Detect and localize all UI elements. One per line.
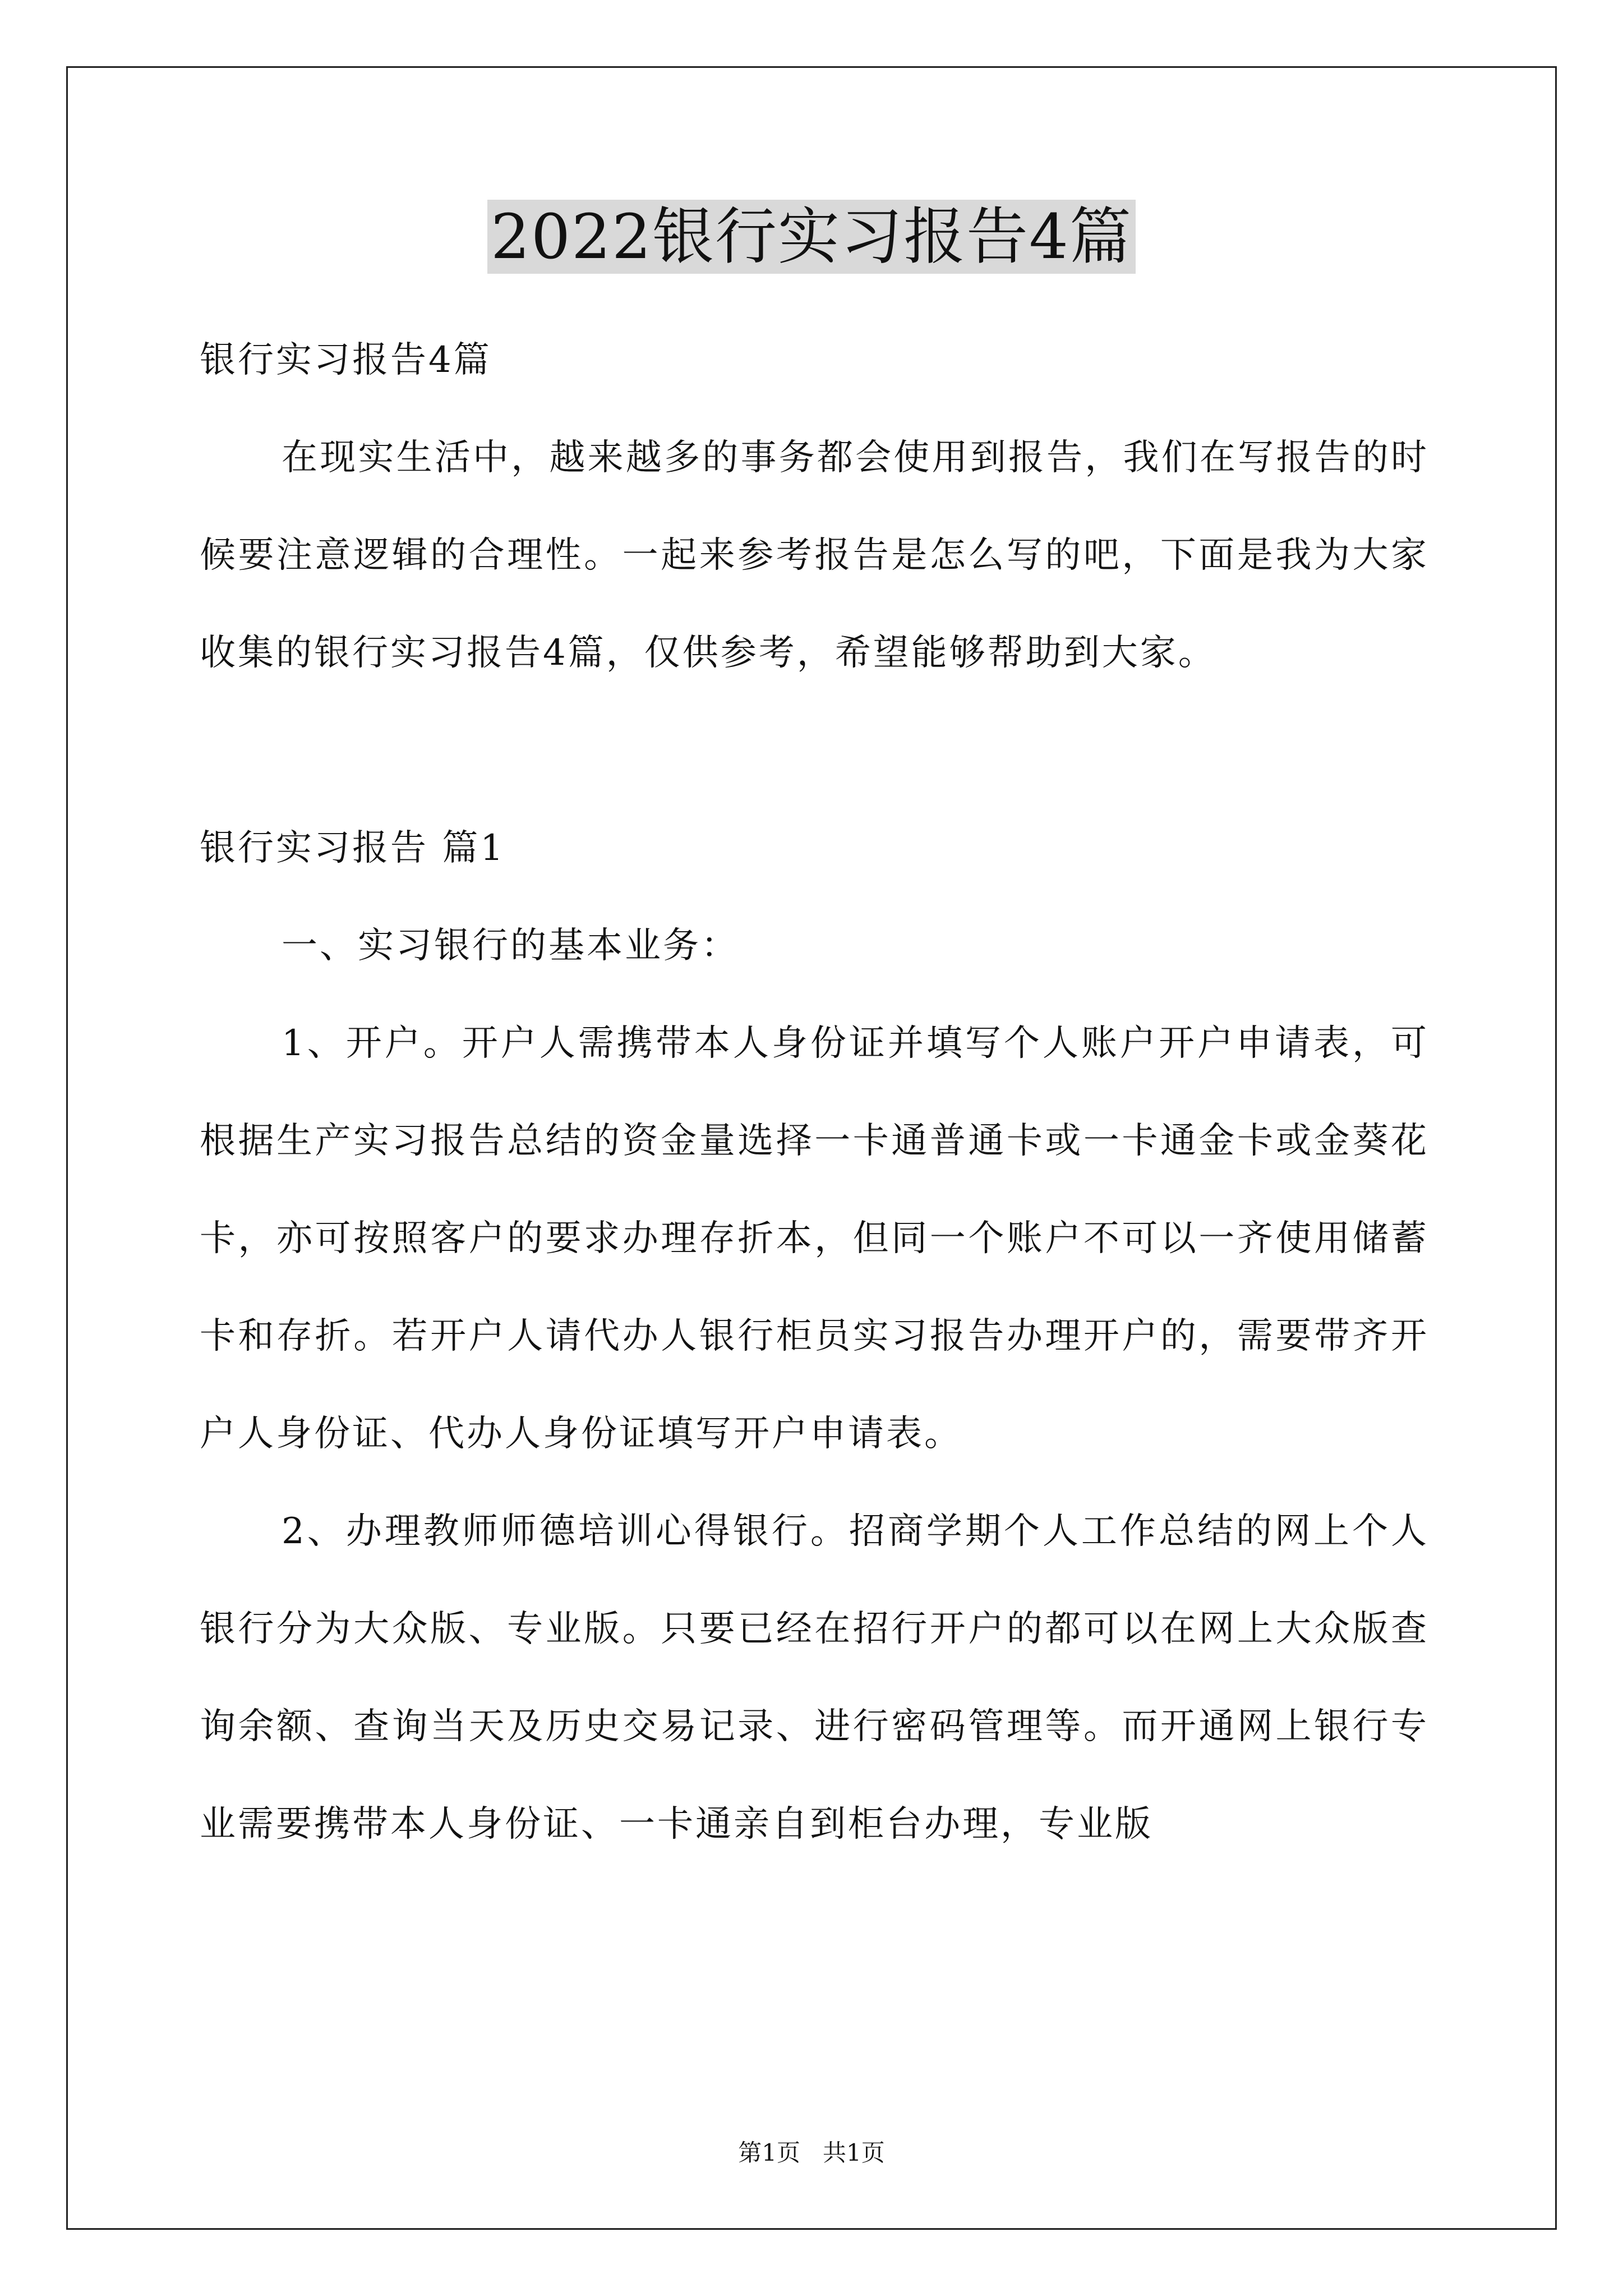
body-paragraph: 一、实习银行的基本业务： <box>282 925 739 967</box>
document-body <box>200 311 1429 1873</box>
body-paragraph: 2、办理教师师德培训心得银行。招商学期个人工作总结的网上个人银行分为大众版、专业版。只要已经在招行开户的都可以在网上大众版查询余额、查询当天及历史交易记录、进行密码管理等。而开通网上银行专业需要携带本人身份证、一卡通亲自到柜台办理，专业版 <box>200 1511 1429 1845</box>
document-title: 2022银行实习报告4篇 <box>487 200 1136 274</box>
body-paragraph: 1、开户。开户人需携带本人身份证并填写个人账户开户申请表，可根据生产实习报告总结的资金量选择一卡通普通卡或一卡通金卡或金葵花卡，亦可按照客户的要求办理存折本，但同一个账户不可以一齐使用储蓄卡和存折。若开户人请代办人银行柜员实习报告办理开户的，需要带齐开户人身份证、代办人身份证填写开户申请表。 <box>200 1023 1429 1455</box>
document-subtitle: 银行实习报告4篇 <box>200 339 492 381</box>
intro-paragraph: 在现实生活中，越来越多的事务都会使用到报告，我们在写报告的时候要注意逻辑的合理性。一起来参考报告是怎么写的吧，下面是我为大家收集的银行实习报告4篇，仅供参考，希望能够帮助到大家。 <box>200 437 1429 674</box>
title-area <box>0 200 1623 274</box>
section-heading: 银行实习报告 篇1 <box>200 827 506 869</box>
page-number-footer: 第1页 共1页 <box>738 2139 885 2166</box>
